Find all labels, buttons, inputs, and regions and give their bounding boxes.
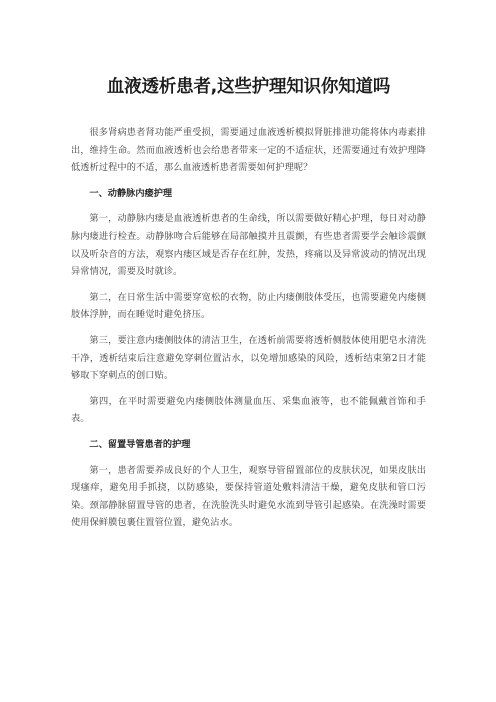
- section-fistula-care: [71, 185, 426, 428]
- section-heading: 一、动静脉内瘘护理: [89, 187, 173, 199]
- section-catheter-care: [71, 436, 426, 532]
- section-paragraph: 第四，在平时需要避免内瘘侧肢体测量血压、采集血液等，也不能佩戴首饰和手表。: [71, 395, 426, 425]
- section-paragraph: 第一，患者需要养成良好的个人卫生，观察导管留置部位的皮肤状况，如果皮肤出现瘙痒，避免用手抓挠，以防感染，要保持管道处敷料清洁干燥，避免皮肤和管口污染。颈部静脉留置导管的患者，在洗脸洗头时避免水流到导管引起感染。在洗澡时需要使用保鲜膜包裹住置管位置，避免沾水。: [71, 464, 426, 529]
- section-paragraph: 第一，动静脉内瘘是血液透析患者的生命线，所以需要做好精心护理，每日对动静脉内瘘进行检查。动静脉吻合后能够在局部触摸并且震颤，有些患者需要学会触诊震颤以及听杂音的方法，观察内瘘区域是否存在红肿，发热，疼痛以及异常波动的情况出现异常情况，需要及时就诊。: [71, 213, 426, 278]
- document-title: 血液透析患者,这些护理知识你知道吗: [106, 77, 391, 97]
- intro-paragraph: 很多肾病患者肾功能严重受损，需要通过血液透析模拟肾脏排泄功能将体内毒素排出，维持生命。然而血液透析也会给患者带来一定的不适症状，还需要通过有效护理降低透析过程中的不适，那么血液透析患者需要如何护理呢？: [71, 127, 426, 174]
- section-paragraph: 第三，要注意内瘘侧肢体的清洁卫生，在透析前需要将透析侧肢体使用肥皂水清洗干净，透析结束后注意避免穿刺位置沾水，以免增加感染的风险，透析结束第2日才能够取下穿刺点的创口贴。: [71, 334, 426, 382]
- section-paragraph: 第二，在日常生活中需要穿宽松的衣物，防止内瘘侧肢体受压，也需要避免内瘘侧肢体浮肿，而在睡觉时避免挤压。: [71, 291, 426, 321]
- section-heading: 二、留置导管患者的护理: [89, 438, 191, 450]
